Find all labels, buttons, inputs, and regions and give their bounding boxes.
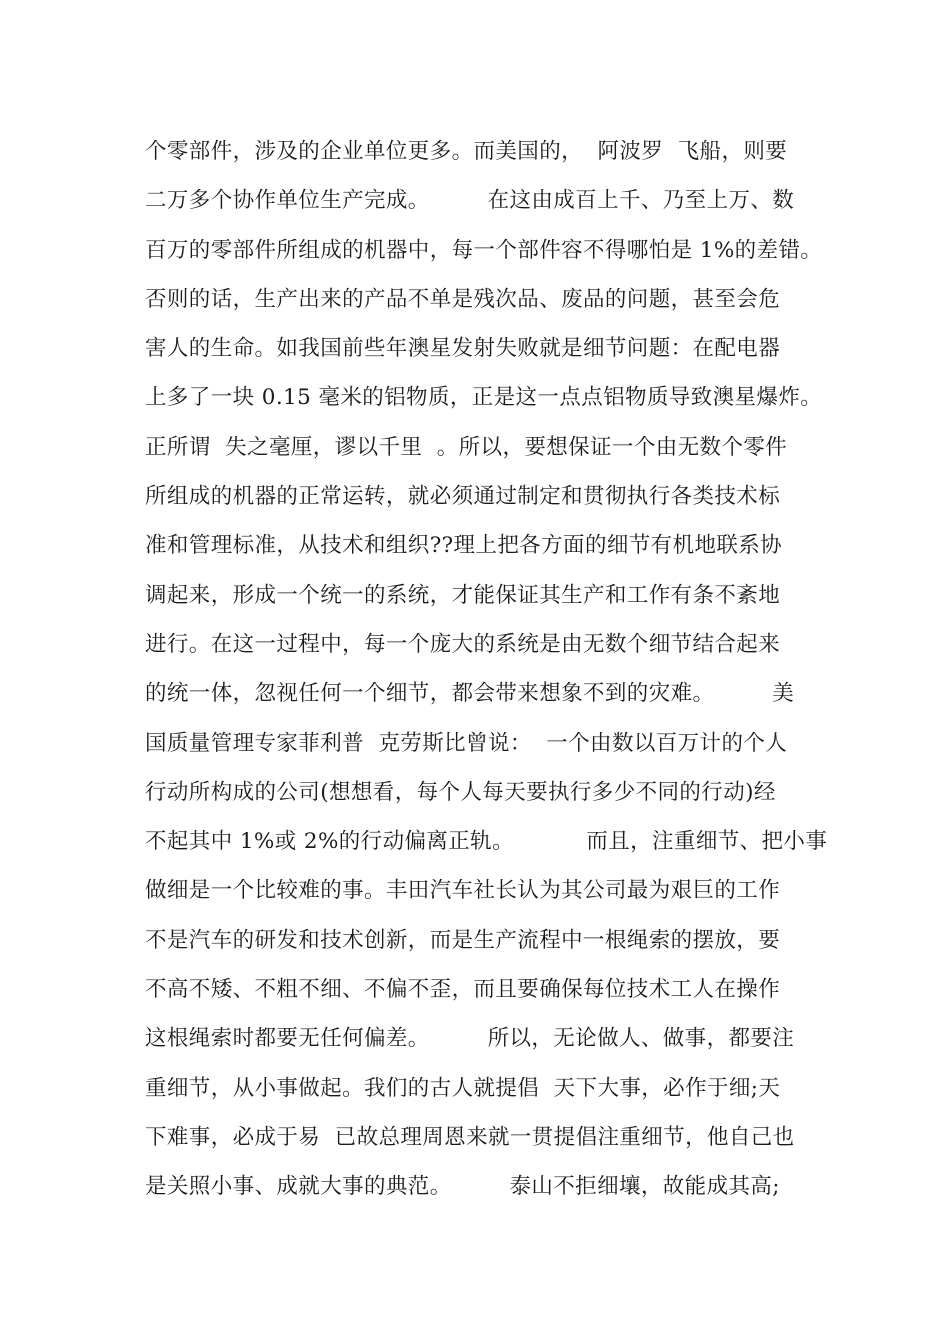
text-line: 否则的话，生产出来的产品不单是残次品、废品的问题，甚至会危: [145, 286, 781, 312]
text-line: 害人的生命。如我国前些年澳星发射失败就是细节问题：在配电器: [145, 336, 781, 362]
text-line: 调起来，形成一个统一的系统，才能保证其生产和工作有条不紊地: [145, 582, 781, 608]
body-text: [145, 134, 845, 1219]
text-line: 不高不矮、不粗不细、不偏不歪，而且要确保每位技术工人在操作: [145, 977, 781, 1003]
text-line: 重细节，从小事做起。我们的古人就提倡 天下大事，必作于细;天: [145, 1075, 781, 1101]
text-line: 这根绳索时都要无任何偏差。 所以，无论做人、做事，都要注: [145, 1026, 795, 1052]
text-line: 的统一体，忽视任何一个细节，都会带来想象不到的灾难。 美: [145, 681, 795, 707]
text-line: 二万多个协作单位生产完成。 在这由成百上千、乃至上万、数: [145, 188, 795, 214]
text-line: 进行。在这一过程中，每一个庞大的系统是由无数个细节结合起来: [145, 631, 781, 657]
text-line: 上多了一块 0.15 毫米的铝物质，正是这一点点铝物质导致澳星爆炸。: [145, 385, 823, 411]
text-line: 个零部件，涉及的企业单位更多。而美国的， 阿波罗 飞船，则要: [145, 139, 788, 164]
text-line: 行动所构成的公司(想想看，每个人每天要执行多少不同的行动)经: [145, 779, 776, 805]
text-line: 百万的零部件所组成的机器中，每一个部件容不得哪怕是 1%的差错。: [145, 237, 823, 263]
text-line: 是关照小事、成就大事的典范。 泰山不拒细壤，故能成其高;: [145, 1174, 780, 1200]
text-line: 下难事，必成于易 已故总理周恩来就一贯提倡注重细节，他自己也: [145, 1124, 795, 1150]
text-line: 所组成的机器的正常运转，就必须通过制定和贯彻执行各类技术标: [145, 484, 781, 510]
text-line: 不是汽车的研发和技术创新，而是生产流程中一根绳索的摆放，要: [145, 927, 781, 953]
text-line: 国质量管理专家菲利普 克劳斯比曾说： 一个由数以百万计的个人: [145, 730, 788, 756]
text-line: 做细是一个比较难的事。丰田汽车社长认为其公司最为艰巨的工作: [145, 878, 781, 904]
text-line: 正所谓 失之毫厘，谬以千里 。所以，要想保证一个由无数个零件: [145, 434, 788, 460]
text-line: 不起其中 1%或 2%的行动偏离正轨。 而且，注重细节、把小事: [145, 829, 828, 855]
text-line: 准和管理标准，从技术和组织??理上把各方面的细节有机地联系协: [145, 533, 783, 559]
